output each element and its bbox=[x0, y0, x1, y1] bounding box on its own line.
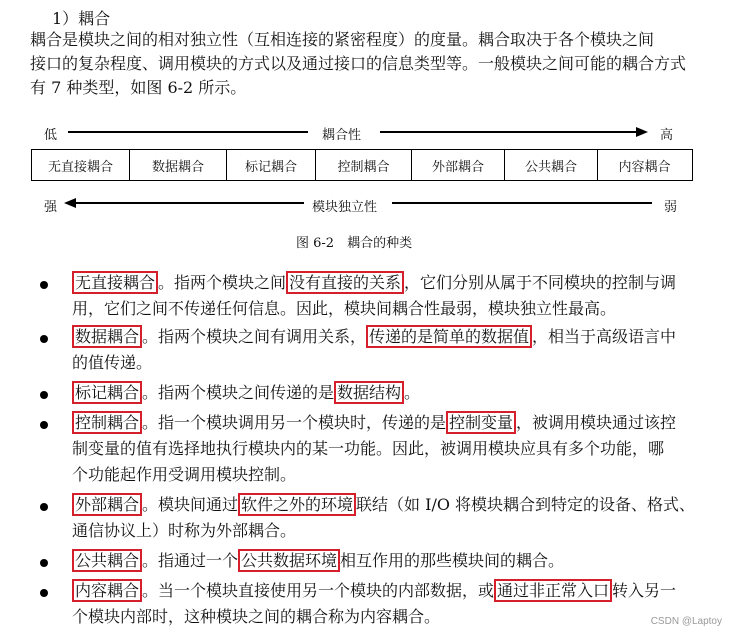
bullet-icon bbox=[40, 421, 48, 429]
arrow-line bbox=[380, 131, 638, 133]
arrow-line bbox=[74, 202, 304, 204]
bullet-icon bbox=[40, 589, 48, 597]
term-highlight: 控制耦合 bbox=[72, 411, 142, 434]
item-text: 通信协议上）时称为外部耦合。 bbox=[72, 521, 297, 540]
label-independence: 模块独立性 bbox=[312, 200, 378, 215]
key-phrase-highlight: 控制变量 bbox=[446, 411, 516, 434]
item-text: 联结（如 I/O 将模块耦合到特定的设备、格式、 bbox=[356, 495, 696, 514]
term-highlight: 公共耦合 bbox=[72, 549, 142, 572]
intro-line: 有 7 种类型，如图 6-2 所示。 bbox=[30, 78, 247, 97]
coupling-types-bar bbox=[31, 149, 693, 181]
coupling-cell: 外部耦合 bbox=[412, 150, 505, 180]
key-phrase-highlight: 没有直接的关系 bbox=[286, 271, 404, 294]
arrow-line bbox=[392, 202, 652, 204]
arrow-line bbox=[68, 131, 308, 133]
coupling-cell: 内容耦合 bbox=[618, 159, 671, 175]
item-text: 的值传递。 bbox=[72, 353, 153, 372]
bullet-icon bbox=[40, 335, 48, 343]
intro-line: 耦合是模块之间的相对独立性（互相连接的紧密程度）的度量。耦合取决于各个模块之间 bbox=[30, 30, 655, 49]
term-highlight: 无直接耦合 bbox=[72, 271, 158, 294]
item-text: 。指两个模块之间有调用关系， bbox=[142, 327, 367, 346]
coupling-cell: 控制耦合 bbox=[316, 150, 412, 180]
intro-line: 接口的复杂程度、调用模块的方式以及通过接口的信息类型等。一般模块之间可能的耦合方式 bbox=[30, 54, 687, 73]
label-high: 高 bbox=[660, 128, 674, 143]
figure-caption: 图 6-2 耦合的种类 bbox=[296, 236, 413, 251]
coupling-cell: 公共耦合 bbox=[505, 150, 598, 180]
label-low: 低 bbox=[44, 128, 58, 143]
label-coupling: 耦合性 bbox=[322, 128, 362, 143]
item-text: 转入另一 bbox=[612, 581, 677, 600]
key-phrase-highlight: 传递的是简单的数据值 bbox=[366, 325, 532, 348]
item-text: 用，它们之间不传递任何信息。因此，模块间耦合性最弱，模块独立性最高。 bbox=[72, 299, 617, 318]
item-text: 。指两个模块之间 bbox=[158, 273, 287, 292]
key-phrase-highlight: 软件之外的环境 bbox=[238, 493, 356, 516]
bullet-icon bbox=[40, 391, 48, 399]
label-strong: 强 bbox=[44, 200, 58, 215]
coupling-cell: 标记耦合 bbox=[227, 150, 316, 180]
section-heading: 1）耦合 bbox=[52, 9, 111, 28]
coupling-cell: 数据耦合 bbox=[130, 150, 227, 180]
item-text: ，它们分别从属于不同模块的控制与调 bbox=[404, 273, 677, 292]
watermark: CSDN @Laptoy bbox=[650, 616, 722, 627]
item-text: 。当一个模块直接使用另一个模块的内部数据，或 bbox=[142, 581, 495, 600]
label-weak: 弱 bbox=[664, 200, 678, 215]
item-text: 。指两个模块之间传递的是 bbox=[142, 383, 335, 402]
item-text: 个功能起作用受调用模块控制。 bbox=[72, 465, 297, 484]
term-highlight: 内容耦合 bbox=[72, 579, 142, 602]
item-text: 。指一个模块调用另一个模块时，传递的是 bbox=[142, 413, 447, 432]
item-text: ，相当于高级语言中 bbox=[532, 327, 677, 346]
item-text: 。指通过一个 bbox=[142, 551, 239, 570]
key-phrase-highlight: 数据结构 bbox=[334, 381, 404, 404]
item-text: 个模块内部时，这种模块之间的耦合称为内容耦合。 bbox=[72, 607, 441, 626]
key-phrase-highlight: 公共数据环境 bbox=[238, 549, 340, 572]
term-highlight: 数据耦合 bbox=[72, 325, 142, 348]
item-text: 。模块间通过 bbox=[142, 495, 239, 514]
intro-paragraph bbox=[30, 28, 720, 100]
bullet-icon bbox=[40, 281, 48, 289]
term-highlight: 标记耦合 bbox=[72, 381, 142, 404]
bullet-icon bbox=[40, 503, 48, 511]
coupling-cell: 无直接耦合 bbox=[32, 150, 130, 180]
term-highlight: 外部耦合 bbox=[72, 493, 142, 516]
item-text: 制变量的值有选择地执行模块内的某一功能。因此，被调用模块应具有多个功能，哪 bbox=[72, 439, 665, 458]
bullet-icon bbox=[40, 559, 48, 567]
item-text: ，被调用模块通过该控 bbox=[516, 413, 677, 432]
arrow-right-icon bbox=[636, 127, 648, 137]
item-text: 相互作用的那些模块间的耦合。 bbox=[340, 551, 565, 570]
item-text: 。 bbox=[404, 383, 421, 402]
key-phrase-highlight: 通过非正常入口 bbox=[494, 579, 612, 602]
